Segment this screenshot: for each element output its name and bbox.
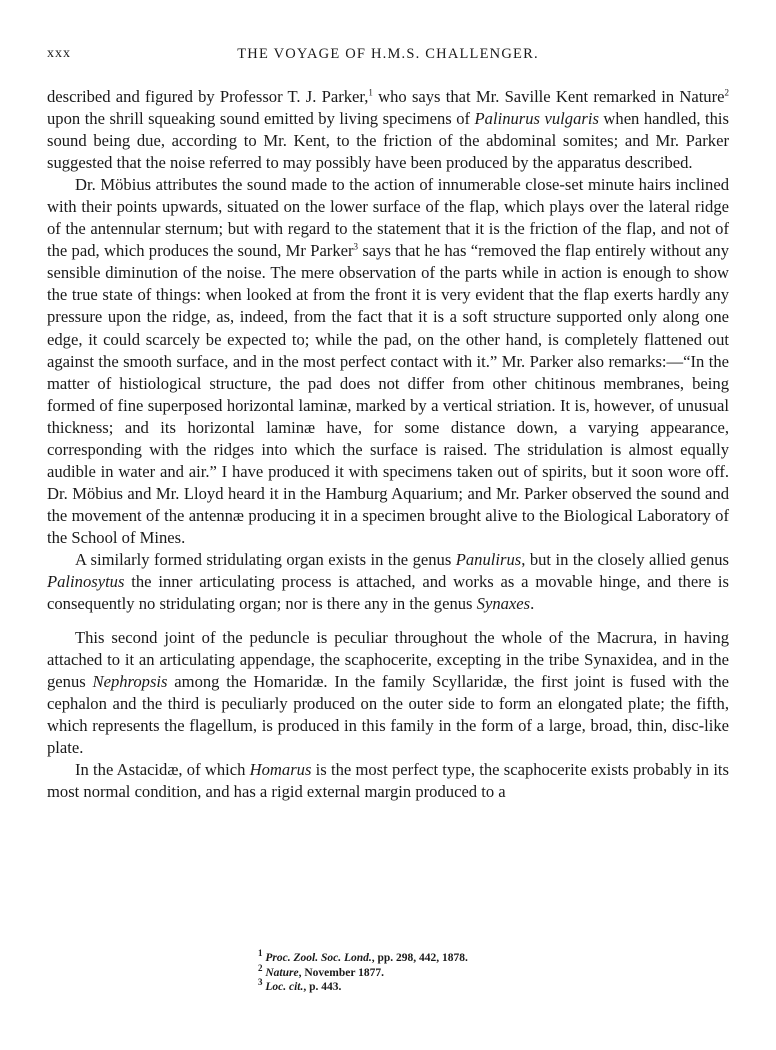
page-number: xxx (47, 46, 71, 61)
body-text (47, 86, 729, 804)
paragraph: Dr. Möbius attributes the sound made to the action of innumerable close-set minute hairs inclined with their points upwards, situated on the lower surface of the flap, which plays over the lateral ridge of the antennular sternum; but with regard to the statement that it is the friction of the flap, and not of the pad, which produces the sound, Mr Parker$^3$ says that he has “removed the flap entirely without any sensible diminution of the noise. The mere observation of the parts while in action is enough to show the true state of things: when looked at from the front it is very evident that the flap exerts hardly any pressure upon the ridge, as, indeed, from the fact that it is a soft structure supported only along one edge, it could scarcely be expected to; while the pad, on the other hand, is completely flattened out against the smooth surface, and in the most perfect contact with it.” Mr. Parker also remarks:—“In the matter of histiological structure, the pad does not differ from other chitinous membranes, being formed of fine superposed horizontal laminæ, marked by a vertical striation. It is, however, of unusual thickness; and its horizontal laminæ have, for some distance down, a varying appearance, corresponding with the ridges into which the surface is raised. The stridulation is almost equally audible in water and air.” I have produced it with specimens taken out of spirits, but it soon wore off. Dr. Möbius and Mr. Lloyd heard it in the Hamburg Aquarium; and Mr. Parker observed the sound and the movement of the antennæ producing it in a specimen brought alive to the Biological Laboratory of the School of Mines. (47, 175, 730, 547)
footnote-marker: 1 (258, 948, 263, 959)
running-title: THE VOYAGE OF H.M.S. CHALLENGER. (237, 46, 539, 62)
paragraph: described and figured by Professor T. J. Parker,$^1$ who says that Mr. Saville Kent remarked in Nature$^2$ upon the shrill squeaking sound emitted by living specimens of Palinurus vulgaris when handled, this sound being due, according to Mr. Kent, to the friction of the abdominal somites; and Mr. Parker suggested that the noise referred to may possibly have been produced by the apparatus described. (47, 87, 730, 173)
footnote-marker: 2 (258, 962, 263, 973)
footnote-text: Nature, November 1877. (265, 966, 384, 979)
paragraph: A similarly formed stridulating organ exists in the genus Panulirus, but in the closely allied genus Palinosytus the inner articulating process is attached, and works as a movable hinge, and there is consequently no stridulating organ; nor is there any in the genus Synaxes. (47, 549, 729, 614)
page-header (47, 46, 729, 66)
paragraph: This second joint of the peduncle is peculiar throughout the whole of the Macrura, in having attached to it an articulating appendage, the scaphocerite, excepting in the tribe Synaxidea, and in the genus Nephropsis among the Homaridæ. In the family Scyllaridæ, the first joint is fused with the cephalon and the third is peculiarly produced on the outer side to form an elongated plate; the fifth, which represents the flagellum, is produced in this family in the form of a large, broad, thin, disc-like plate. (47, 628, 729, 758)
footnote-text: Proc. Zool. Soc. Lond., pp. 298, 442, 1878. (265, 952, 468, 964)
footnote (258, 948, 468, 966)
footnotes (258, 948, 468, 995)
footnote-text: Loc. cit., p. 443. (265, 981, 342, 993)
footnote (258, 962, 468, 981)
footnote (258, 977, 468, 995)
footnote-marker: 3 (258, 977, 263, 988)
paragraph: In the Astacidæ, of which Homarus is the most perfect type, the scaphocerite exists probably in its most normal condition, and has a rigid external margin produced to a (47, 760, 730, 802)
